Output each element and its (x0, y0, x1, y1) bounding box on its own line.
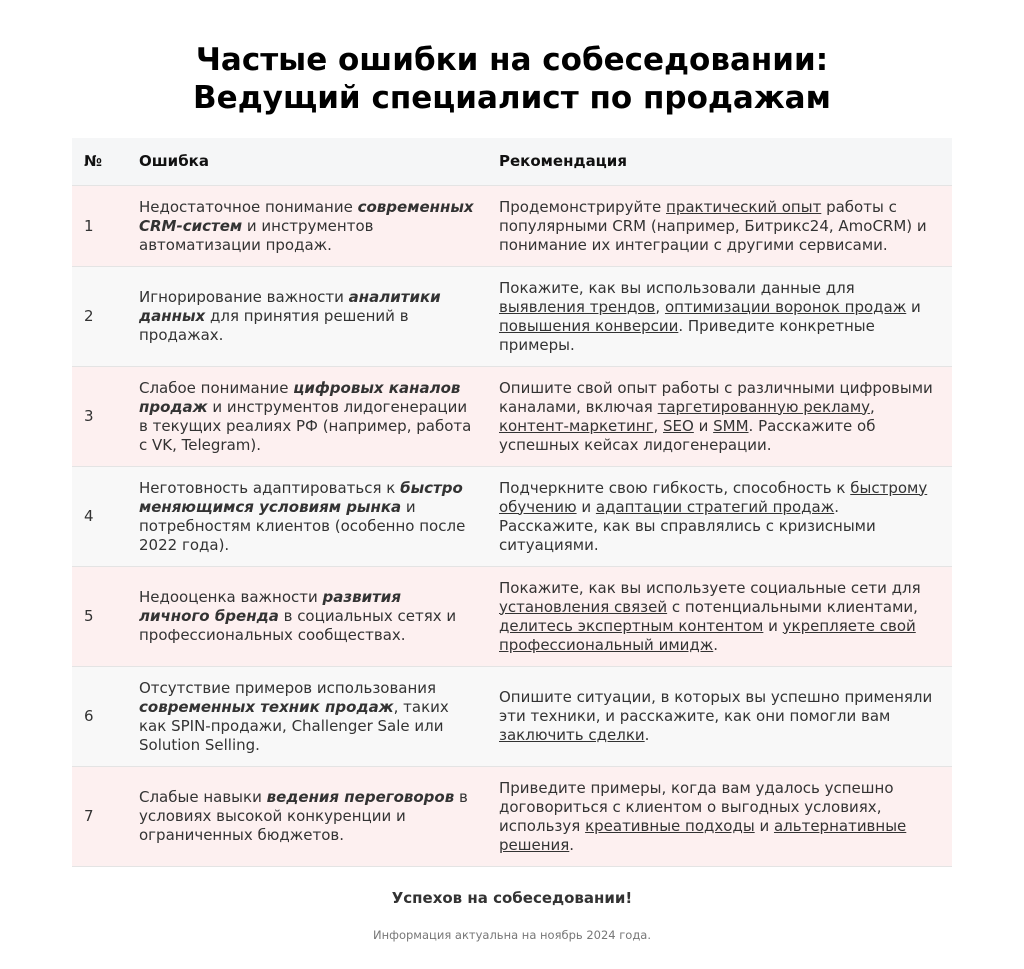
text-segment: Опишите свой опыт работы с различными цифровыми каналами, включая (499, 378, 933, 416)
error-cell (127, 767, 487, 867)
text-segment: . Приведите конкретные примеры. (499, 316, 875, 354)
footnote: Информация актуальна на ноябрь 2024 года. (373, 928, 651, 942)
error-cell (127, 267, 487, 367)
underlined-term: оптимизации воронок продаж (664, 297, 907, 316)
text-segment: . Расскажите, как вы справлялись с кризисными ситуациями. (499, 497, 876, 554)
error-cell (127, 567, 487, 667)
text-segment: Недооценка важности (139, 588, 323, 606)
underlined-term: выявления трендов (499, 297, 656, 316)
text-segment: , (653, 416, 664, 435)
row-number: 3 (72, 367, 127, 467)
text-segment: и инструментов автоматизации продаж. (139, 216, 374, 254)
table-row (72, 467, 952, 567)
underlined-term: практический опыт (666, 197, 822, 216)
recommendation-cell (487, 667, 952, 767)
row-number: 4 (72, 467, 127, 567)
emphasis-text: ведения переговоров (266, 788, 455, 806)
table-row (72, 567, 952, 667)
text-segment: Продемонстрируйте (499, 197, 667, 216)
row-number: 1 (72, 186, 127, 267)
emphasis-text: современных CRM-систем (139, 197, 474, 235)
text-segment: , (655, 297, 665, 316)
page-title-line-1: Частые ошибки на собеседовании: (195, 42, 829, 78)
header-num: № (72, 138, 127, 186)
underlined-term: заключить сделки (499, 726, 645, 744)
text-segment: для принятия решений в продажах. (139, 307, 409, 344)
text-segment: и потребностям клиентов (особенно после 2022 года). (139, 497, 466, 554)
text-segment: в условиях высокой конкуренции и ограниченных бюджетов. (139, 788, 468, 844)
underlined-term: быстрому обучению (499, 478, 928, 516)
underlined-term: альтернативные решения (499, 816, 907, 854)
text-segment: Приведите примеры, когда вам удалось успешно договориться с клиентом о выгодных условиях, используя (499, 778, 894, 835)
text-segment: Слабые навыки (139, 788, 267, 806)
text-segment: и (693, 416, 714, 435)
row-number: 6 (72, 667, 127, 767)
errors-table (72, 138, 952, 867)
text-segment: и (754, 816, 774, 835)
text-segment: . (569, 835, 575, 854)
page-title (0, 0, 1024, 117)
recommendation-cell (487, 186, 952, 267)
emphasis-text: современных техник продаж (139, 697, 394, 716)
text-segment: . (713, 635, 719, 654)
row-number: 2 (72, 267, 127, 367)
table-row (72, 186, 952, 267)
recommendation-cell (487, 767, 952, 867)
text-segment: , таких как SPIN-продажи, Challenger Sale или Solution Selling. (139, 697, 449, 754)
text-segment: Покажите, как вы использовали данные для (499, 278, 855, 297)
emphasis-text: развития личного бренда (139, 588, 401, 625)
text-segment: , (870, 397, 875, 416)
text-segment: и инструментов лидогенерации в текущих реалиях РФ (например, работа с VK, Telegram). (139, 397, 472, 454)
text-segment: Покажите, как вы используете социальные сети для (499, 578, 921, 597)
emphasis-text: быстро меняющимся условиям рынка (139, 478, 463, 516)
emphasis-text: аналитики данных (139, 288, 441, 325)
underlined-term: установления связей (499, 597, 668, 616)
underlined-term: контент-маркетинг (499, 416, 654, 435)
text-segment: Недостаточное понимание (139, 197, 358, 216)
text-segment: Неготовность адаптироваться к (139, 478, 401, 497)
text-segment: Игнорирование важности (139, 288, 349, 306)
table-row (72, 367, 952, 467)
recommendation-cell (487, 367, 952, 467)
recommendation-cell (487, 267, 952, 367)
recommendation-cell (487, 467, 952, 567)
error-cell (127, 186, 487, 267)
text-segment: Слабое понимание (139, 378, 294, 397)
header-recommendation: Рекомендация (487, 138, 952, 186)
text-segment: Отсутствие примеров использования (139, 678, 437, 697)
underlined-term: креативные подходы (585, 816, 755, 835)
underlined-term: адаптации стратегий продаж (595, 497, 835, 516)
closing-message: Успехов на собеседовании! (391, 889, 633, 907)
underlined-term: таргетированную рекламу (657, 397, 871, 416)
table-row (72, 267, 952, 367)
underlined-term: повышения конверсии (499, 316, 679, 335)
text-segment: в социальных сетях и профессиональных сообществах. (139, 607, 457, 644)
page-title-line-2: Ведущий специалист по продажам (193, 80, 831, 116)
text-segment: и (576, 497, 596, 516)
recommendation-cell (487, 567, 952, 667)
table-body (72, 186, 952, 867)
text-segment: и (906, 297, 921, 316)
text-segment: . (644, 726, 650, 744)
text-segment: . Расскажите об успешных кейсах лидогенерации. (499, 416, 876, 454)
underlined-term: укрепляете свой профессиональный имидж (499, 616, 916, 654)
text-segment: и (763, 616, 783, 635)
underlined-term: SMM (713, 416, 749, 435)
text-segment: с потенциальными клиентами, (667, 597, 918, 616)
error-cell (127, 667, 487, 767)
row-number: 7 (72, 767, 127, 867)
error-cell (127, 467, 487, 567)
underlined-term: SEO (663, 416, 694, 435)
table-row (72, 667, 952, 767)
table-header-row (72, 138, 952, 186)
text-segment: работы с популярными CRM (например, Битрикс24, AmoCRM) и понимание их интеграции с другими сервисами. (499, 197, 927, 254)
error-cell (127, 367, 487, 467)
text-segment: Опишите ситуации, в которых вы успешно применяли эти техники, и расскажите, как они помогли вам (499, 688, 933, 725)
row-number: 5 (72, 567, 127, 667)
underlined-term: делитесь экспертным контентом (499, 616, 764, 635)
header-error: Ошибка (127, 138, 487, 186)
table-row (72, 767, 952, 867)
text-segment: Подчеркните свою гибкость, способность к (499, 478, 851, 497)
emphasis-text: цифровых каналов продаж (139, 378, 461, 416)
